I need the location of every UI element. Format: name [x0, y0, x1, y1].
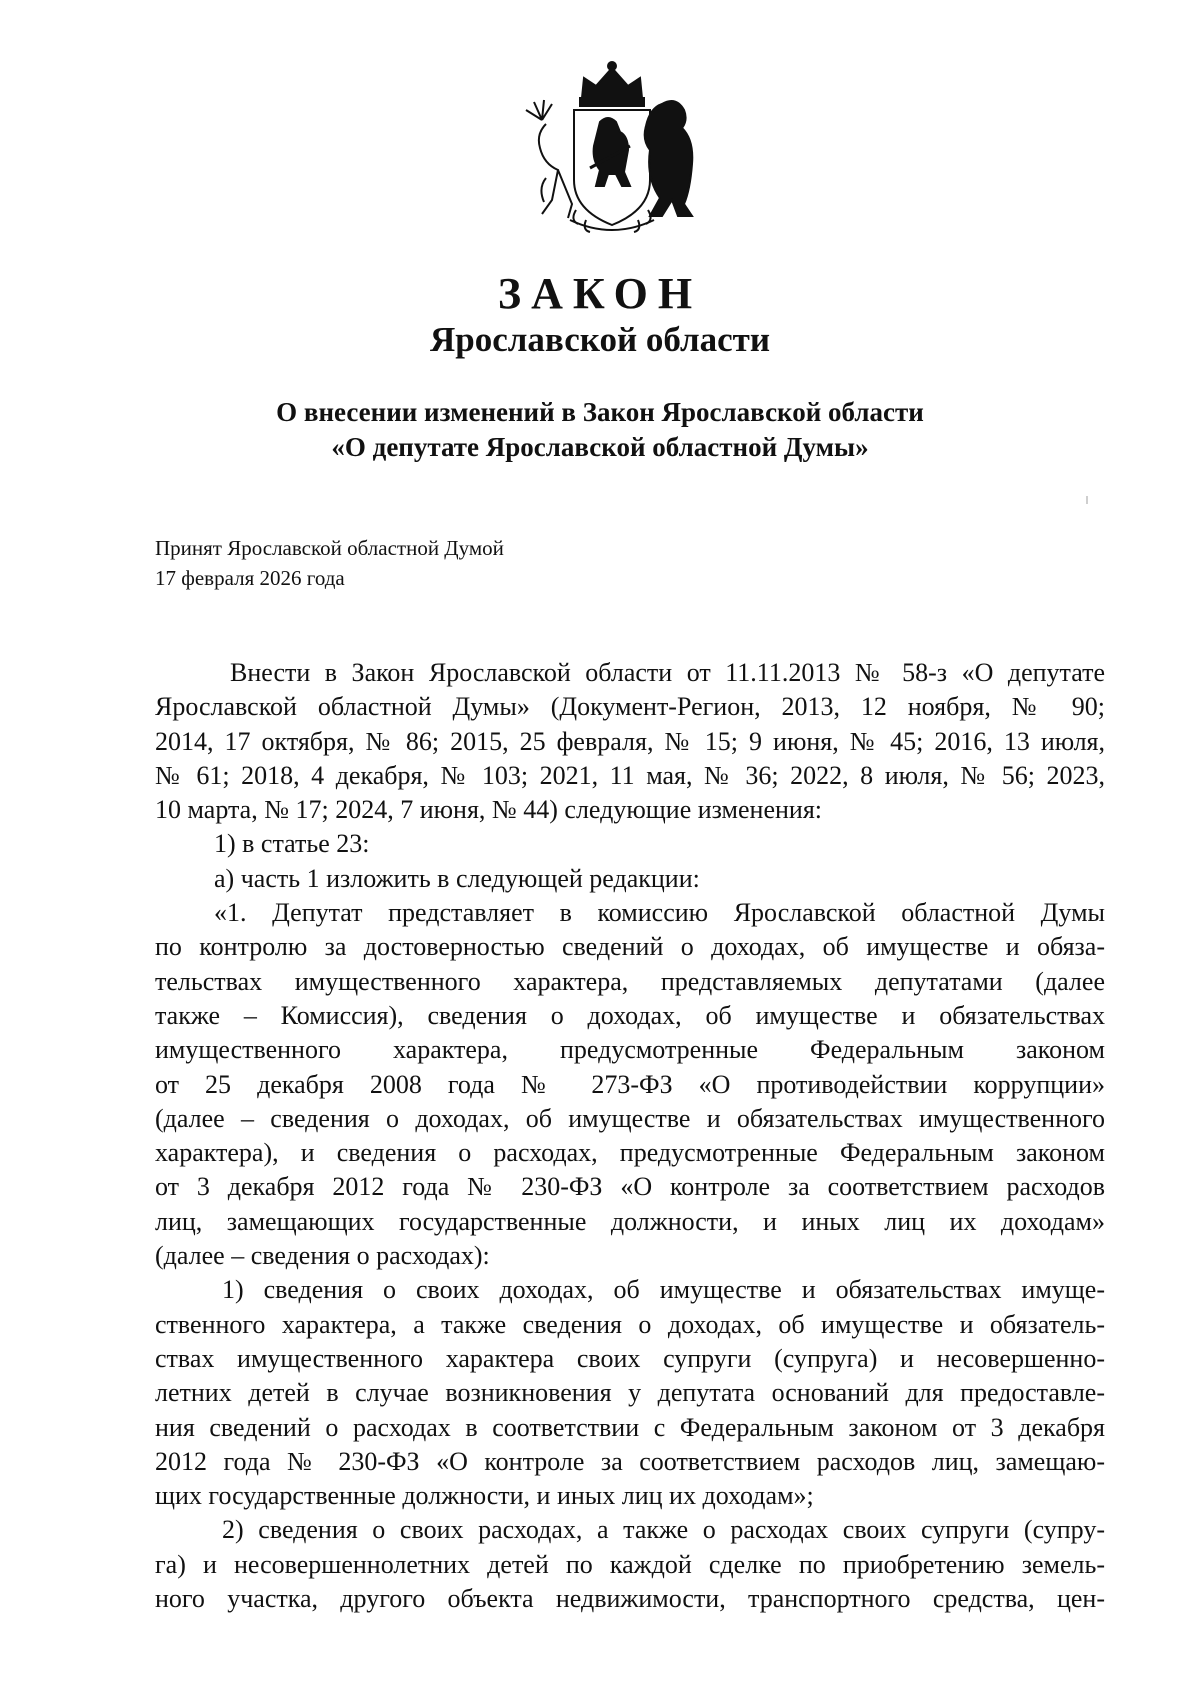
subject-line-2: «О депутате Ярославской областной Думы»	[331, 432, 869, 462]
body-line: характера), и сведения о расходах, предусмотренные Федеральным законом	[155, 1138, 1105, 1168]
adoption-note	[155, 533, 504, 593]
body-line: лиц, замещающих государственные должности, и иных лиц их доходам»	[155, 1206, 1105, 1236]
body-line: по контролю за достоверностью сведений о доходах, об имуществе и обяза-	[155, 932, 1105, 962]
body-line: тельствах имущественного характера, представляемых депутатами (далее	[155, 966, 1105, 996]
body-line: ствах имущественного характера своих супруги (супруга) и несовершенно-	[155, 1343, 1105, 1373]
body-line: (далее – сведения о расходах):	[155, 1241, 490, 1271]
body-line: (далее – сведения о доходах, об имуществе и обязательствах имущественного	[155, 1103, 1105, 1133]
body-line: 1) в статье 23:	[214, 829, 370, 859]
body-line: ния сведений о расходах в соответствии с Федеральным законом от 3 декабря	[155, 1412, 1105, 1442]
body-line: ственного характера, а также сведения о доходах, об имуществе и обязатель-	[155, 1309, 1105, 1339]
body-line: Внести в Закон Ярославской области от 11.11.2013 № 58-з «О депутате	[230, 658, 1105, 687]
body-line: 2) сведения о своих расходах, а также о расходах своих супруги (супру-	[222, 1515, 1105, 1545]
body-line: га) и несовершеннолетних детей по каждой сделке по приобретению земель-	[155, 1549, 1105, 1579]
body-line: также – Комиссия), сведения о доходах, об имуществе и обязательствах	[155, 1000, 1105, 1030]
body-line: щих государственные должности, и иных лиц их доходам»;	[155, 1481, 814, 1511]
subject-line-1: О внесении изменений в Закон Ярославской области	[276, 397, 924, 427]
scan-artifact	[1086, 496, 1088, 504]
body-line: № 61; 2018, 4 декабря, № 103; 2021, 11 мая, № 36; 2022, 8 июля, № 56; 2023,	[155, 760, 1105, 790]
body-line: 2014, 17 октября, № 86; 2015, 25 февраля, № 15; 9 июня, № 45; 2016, 13 июля,	[155, 726, 1105, 756]
body-line: Ярославской областной Думы» (Документ-Регион, 2013, 12 ноября, № 90;	[155, 692, 1105, 722]
document-type-heading: ЗАКОН	[497, 269, 703, 318]
adoption-line-1: Принят Ярославской областной Думой	[155, 536, 504, 560]
body-line: имущественного характера, предусмотренные Федеральным законом	[155, 1035, 1105, 1065]
region-heading: Ярославской области	[429, 320, 771, 359]
coat-of-arms-emblem	[512, 60, 712, 240]
body-line: от 3 декабря 2012 года № 230-ФЗ «О контроле за соответствием расходов	[155, 1172, 1105, 1202]
adoption-date: 17 февраля 2026 года	[155, 566, 345, 590]
body-line: «1. Депутат представляет в комиссию Ярославской областной Думы	[214, 898, 1105, 928]
body-line: 10 марта, № 17; 2024, 7 июня, № 44) следующие изменения:	[155, 795, 823, 825]
body-line: летних детей в случае возникновения у депутата оснований для предоставле-	[155, 1378, 1105, 1408]
law-body-text	[155, 656, 1105, 1616]
body-line: 2012 года № 230-ФЗ «О контроле за соответствием расходов лиц, замещаю-	[155, 1446, 1105, 1476]
body-line: от 25 декабря 2008 года № 273-ФЗ «О противодействии коррупции»	[155, 1069, 1105, 1099]
body-line: 1) сведения о своих доходах, об имуществе и обязательствах имуще-	[222, 1275, 1105, 1305]
body-line: а) часть 1 изложить в следующей редакции:	[214, 863, 700, 893]
body-line: ного участка, другого объекта недвижимости, транспортного средства, цен-	[155, 1584, 1105, 1614]
